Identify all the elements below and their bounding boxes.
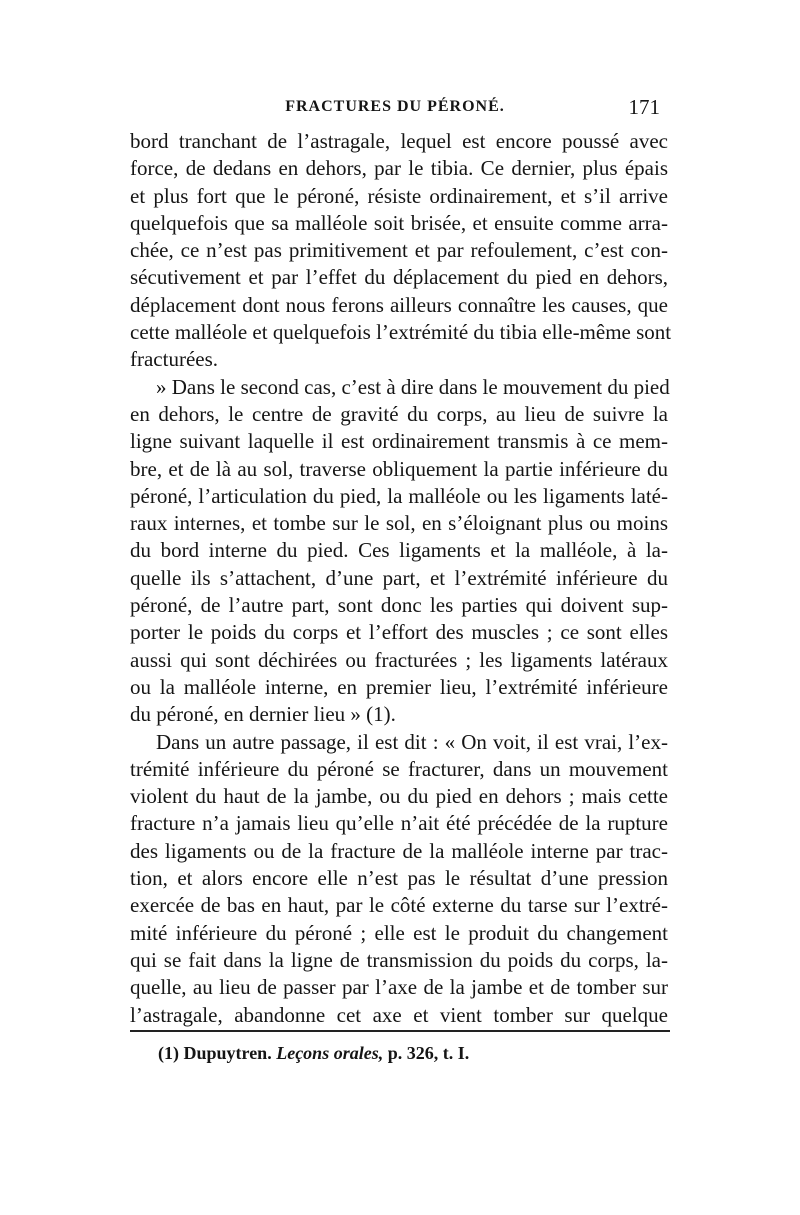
text-line: du bord interne du pied. Ces ligaments et la malléole, à la- [130,538,668,563]
text-line: trémité inférieure du péroné se fracturer, dans un mouvement [130,756,668,781]
text-line: qui se fait dans la ligne de transmission du poids du corps, la- [130,947,668,972]
text-line: quelle, au lieu de passer par l’axe de la jambe et de tomber sur [130,975,668,1000]
running-title: FRACTURES DU PÉRONÉ. [285,98,505,115]
text-line: mité inférieure du péroné ; elle est le produit du changement [130,920,668,945]
footnote-divider [130,1030,670,1032]
text-line: fracture n’a jamais lieu qu’elle n’ait été précédée de la rupture [130,811,668,836]
text-line: l’astragale, abandonne cet axe et vient tomber sur quelque [130,1002,668,1027]
page-number: 171 [628,95,660,119]
text-line: du péroné, en dernier lieu » (1). [130,702,396,727]
text-line: déplacement dont nous ferons ailleurs connaître les causes, que [130,292,668,317]
footnote-author: Dupuytren. [183,1043,272,1063]
text-line: en dehors, le centre de gravité du corps, au lieu de suivre la [130,401,668,426]
text-line: Dans un autre passage, il est dit : « On voit, il est vrai, l’ex- [156,729,668,754]
text-line: des ligaments ou de la fracture de la malléole interne par trac- [130,838,668,863]
footnote-title: Leçons orales, [276,1043,384,1063]
footnote-reference: p. 326, t. I. [387,1043,470,1063]
text-line: porter le poids du corps et l’effort des muscles ; ce sont elles [130,620,668,645]
text-line: ou la malléole interne, en premier lieu, l’extrémité inférieure [130,674,668,699]
page-header [130,92,660,122]
text-line: aussi qui sont déchirées ou fracturées ; les ligaments latéraux [130,647,668,672]
text-line: chée, ce n’est pas primitivement et par refoulement, c’est con- [130,238,668,263]
footnote [158,1040,668,1066]
text-line: violent du haut de la jambe, ou du pied en dehors ; mais cette [130,784,668,809]
footnote-marker: (1) [158,1043,179,1063]
text-line: bord tranchant de l’astragale, lequel est encore poussé avec [130,129,668,153]
text-line: sécutivement et par l’effet du déplacement du pied en dehors, [130,265,668,290]
text-line: » Dans le second cas, c’est à dire dans le mouvement du pied [156,374,670,399]
text-line: cette malléole et quelquefois l’extrémité du tibia elle-même sont [130,320,672,345]
body-text [130,128,672,1029]
text-line: fracturées. [130,347,219,372]
text-line: bre, et de là au sol, traverse obliquement la partie inférieure du [130,456,668,481]
text-line: péroné, l’articulation du pied, la malléole ou les ligaments laté- [130,483,668,508]
text-line: quelquefois que sa malléole soit brisée, et ensuite comme arra- [130,210,668,235]
text-line: exercée de bas en haut, par le côté externe du tarse sur l’extré- [130,893,668,918]
text-line: quelle ils s’attachent, d’une part, et l’extrémité inférieure du [130,565,668,590]
text-line: tion, et alors encore elle n’est pas le résultat d’une pression [130,866,668,891]
text-line: péroné, de l’autre part, sont donc les parties qui doivent sup- [130,593,668,618]
text-line: ligne suivant laquelle il est ordinairement transmis à ce mem- [130,429,668,454]
text-line: et plus fort que le péroné, résiste ordinairement, et s’il arrive [130,183,668,208]
text-line: raux internes, et tombe sur le sol, en s’éloignant plus ou moins [130,511,668,536]
text-line: force, de dedans en dehors, par le tibia. Ce dernier, plus épais [130,156,668,181]
